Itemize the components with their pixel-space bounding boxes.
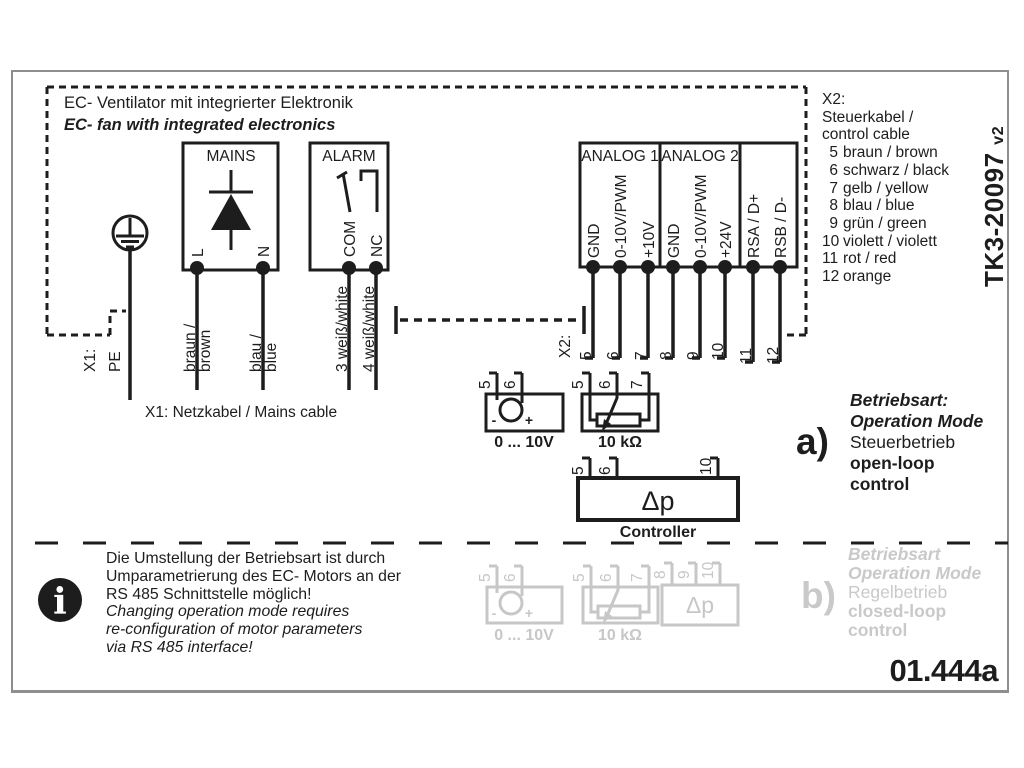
- svg-text:i: i: [53, 581, 67, 623]
- source-caption: 0 ... 10V: [494, 434, 554, 451]
- controller-stub-10: 10: [698, 457, 715, 475]
- legend-title-x2: X2:: [822, 91, 846, 108]
- legend-entry: 10 violett / violett: [822, 232, 937, 250]
- earth-ground-icon: [113, 216, 147, 250]
- rs485-note: Die Umstellung der Betriebsart ist durch Umparametrierung des EC- Motors an der RS 485 Schnittstelle möglich! Changing operation mode requires re-configuration of motor parameters via RS 485 interface!: [106, 550, 401, 656]
- legend-entry: 12 orange: [822, 268, 892, 286]
- x1-caption: X1: Netzkabel / Mains cable: [145, 404, 338, 421]
- controller-caption: Controller: [619, 524, 697, 541]
- source-stub-6: 6: [502, 380, 519, 389]
- ghost-source-minus: -: [491, 605, 497, 621]
- ghost-dp-stub-9: 9: [676, 570, 693, 579]
- wire-nc-color: 4 weiß/white: [361, 285, 378, 372]
- pot-stub-5: 5: [570, 380, 587, 389]
- drawing-version: v2: [990, 125, 1007, 145]
- mode-a-key: a): [796, 421, 829, 462]
- diode-icon: [209, 170, 253, 250]
- x2-connector-label: X2:: [557, 334, 574, 358]
- wire-n-color-de: blau /: [248, 334, 265, 372]
- info-icon: [38, 578, 82, 623]
- delta-p-symbol: Δp: [641, 486, 675, 516]
- ghost-delta-p-symbol: Δp: [685, 592, 715, 618]
- fan-box-title: [64, 93, 353, 136]
- wire-number-7: 7: [633, 351, 650, 360]
- terminal-plus10v: +10V: [641, 221, 658, 258]
- x2-wires: [585, 267, 780, 362]
- mode-b-block: Betriebsart Operation Mode Regelbetrieb closed-loop control: [848, 544, 982, 640]
- wire-l-color-en: brown: [197, 329, 214, 372]
- source-stub-5: 5: [477, 380, 494, 389]
- legend-title-en: control cable: [822, 126, 910, 144]
- wire-number-6: 6: [605, 351, 622, 360]
- control-cable-dashed-run: [396, 306, 584, 334]
- wire-n-color-en: blue: [263, 342, 280, 372]
- legend-entry: 8 blau / blue: [829, 197, 915, 215]
- potentiometer-icon: [582, 373, 658, 431]
- mains-label: MAINS: [206, 148, 256, 165]
- controller-stub-6: 6: [597, 466, 614, 475]
- wire-com-color: 3 weiß/white: [334, 285, 351, 372]
- wire-l-color-de: braun /: [182, 323, 199, 372]
- alarm-switch-icon: [337, 171, 377, 212]
- ghost-dp-stub-10: 10: [700, 561, 717, 579]
- terminal-l: L: [190, 248, 207, 257]
- ghost-pot-caption: 10 kΩ: [598, 627, 642, 644]
- document-number: 01.444a: [889, 653, 998, 688]
- ghost-pot-stub-6: 6: [598, 573, 615, 582]
- pot-stub-6: 6: [597, 380, 614, 389]
- pot-caption: 10 kΩ: [598, 434, 642, 451]
- legend-entry: 6 schwarz / black: [829, 161, 949, 179]
- wire-number-12: 12: [765, 346, 782, 364]
- wire-number-9: 9: [685, 351, 702, 360]
- mode-b-key: b): [801, 575, 836, 616]
- ghost-dp-stub-8: 8: [652, 570, 669, 579]
- drawing-code-vertical: TK3-20097 v2: [979, 125, 1009, 287]
- terminal-gnd-1: GND: [586, 223, 603, 258]
- terminal-com: COM: [342, 220, 359, 257]
- legend-entry: 7 gelb / yellow: [829, 179, 929, 197]
- fan-title-en: EC- fan with integrated electronics: [64, 115, 336, 134]
- legend-entry: 9 grün / green: [829, 214, 927, 232]
- terminal-rsa-dplus: RSA / D+: [746, 193, 763, 258]
- wire-number-11: 11: [738, 347, 755, 364]
- terminal-rsb-dminus: RSB / D-: [773, 196, 790, 258]
- terminal-n: N: [256, 245, 273, 257]
- fan-title-de: EC- Ventilator mit integrierter Elektronik: [64, 94, 353, 112]
- terminal-gnd-2: GND: [666, 223, 683, 258]
- analog1-label: ANALOG 1: [581, 148, 659, 165]
- source-minus: -: [491, 412, 497, 428]
- pot-stub-7: 7: [629, 380, 646, 389]
- terminal-dots: [190, 260, 787, 275]
- terminal-nc: NC: [369, 234, 386, 257]
- terminal-0-10v-pwm-2: 0-10V/PWM: [693, 174, 710, 258]
- legend-entry: 11 rot / red: [822, 250, 897, 268]
- wire-number-8: 8: [658, 351, 675, 360]
- mode-a-block: Betriebsart: Operation Mode Steuerbetrieb open-loop control: [850, 390, 984, 494]
- ghost-source-stub-5: 5: [477, 573, 494, 582]
- terminal-0-10v-pwm-1: 0-10V/PWM: [613, 174, 630, 258]
- x1-connector-label: X1:: [82, 348, 99, 372]
- ghost-source-stub-6: 6: [502, 573, 519, 582]
- ghost-potentiometer-icon: [583, 566, 658, 623]
- x1-pe-label: PE: [107, 351, 124, 372]
- ghost-source-caption: 0 ... 10V: [494, 627, 554, 644]
- source-plus: +: [524, 412, 534, 428]
- wire-number-5: 5: [578, 351, 595, 360]
- ghost-pot-stub-5: 5: [571, 573, 588, 582]
- analog2-label: ANALOG 2: [661, 148, 739, 165]
- wire-number-10: 10: [710, 342, 727, 360]
- legend-title-de: Steuerkabel /: [822, 108, 914, 126]
- controller-stub-5: 5: [570, 466, 587, 475]
- ghost-source-plus: +: [524, 605, 534, 621]
- ghost-pot-stub-7: 7: [629, 573, 646, 582]
- control-cable-legend: [822, 91, 949, 286]
- alarm-label: ALARM: [322, 148, 376, 165]
- terminal-plus24v: +24V: [718, 221, 735, 258]
- legend-entry: 5 braun / brown: [829, 144, 938, 162]
